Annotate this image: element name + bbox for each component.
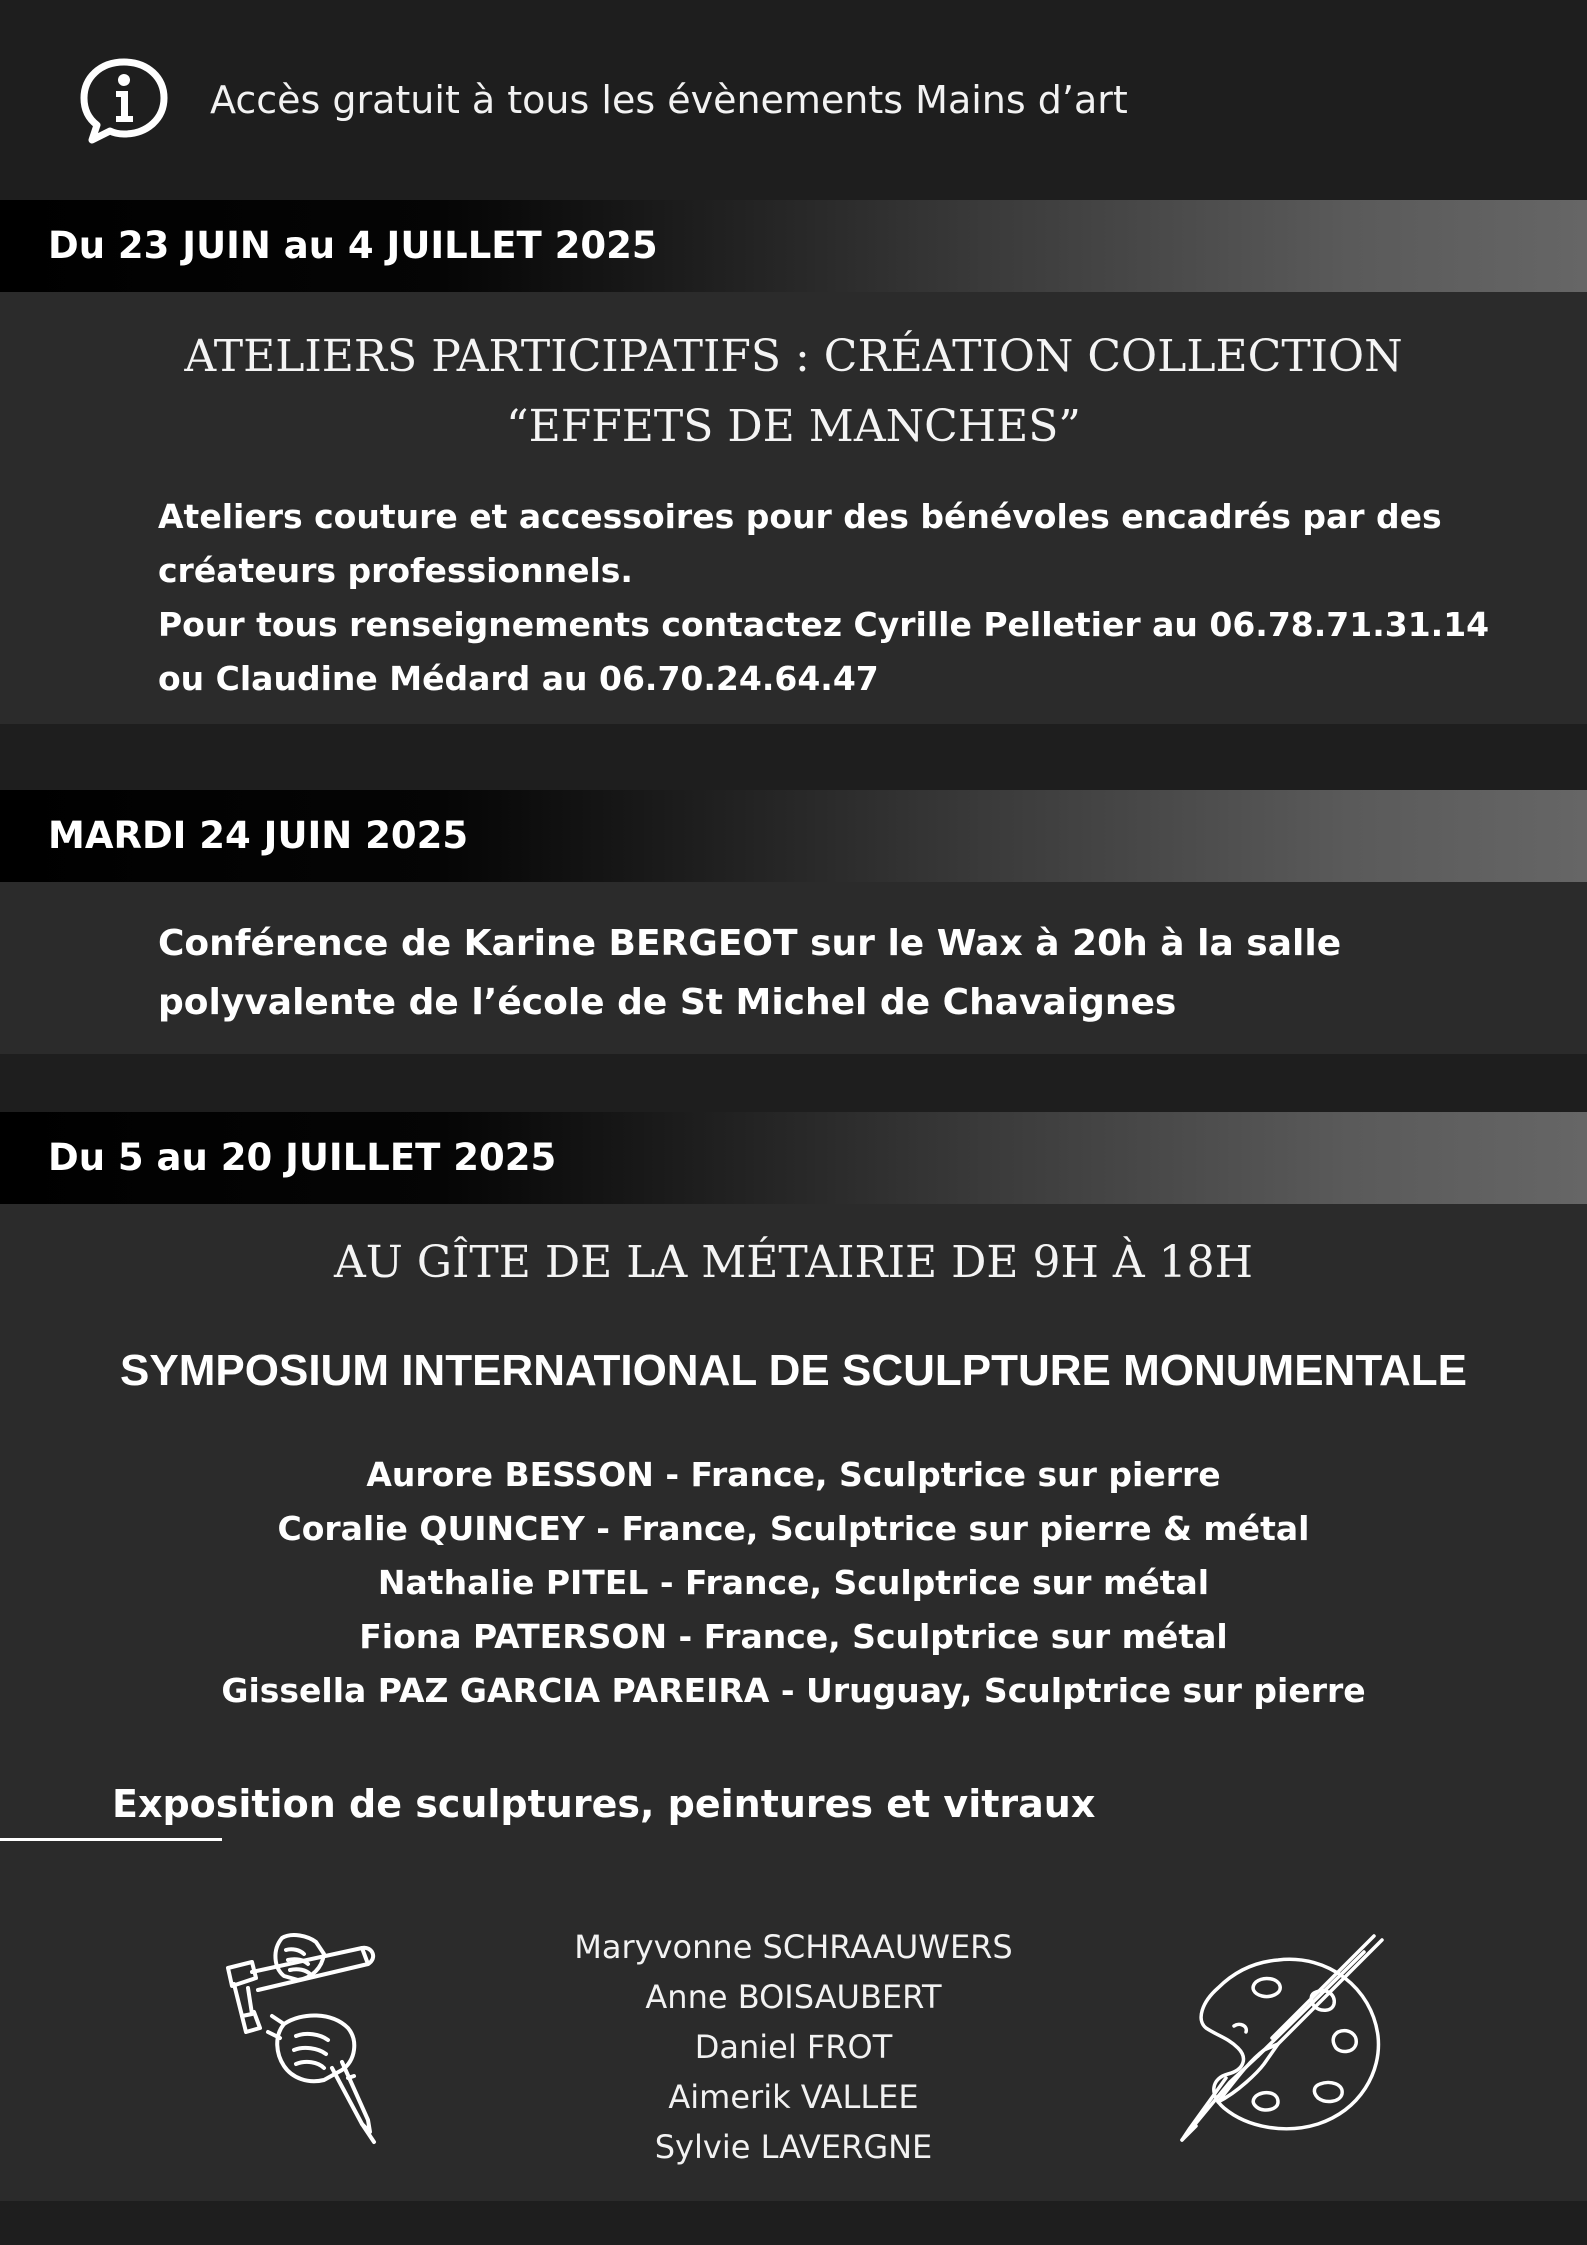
sculptor-item: Nathalie PITEL - France, Sculptrice sur métal xyxy=(377,1563,1210,1602)
date-banner-3 xyxy=(0,1112,1587,1204)
conference-description xyxy=(158,914,1341,1032)
conference-line-1: Conférence de Karine BERGEOT sur le Wax à 20h à la salle xyxy=(158,923,1342,964)
ateliers-title-line-1: ATELIERS PARTICIPATIFS : CRÉATION COLLECTION xyxy=(184,331,1403,382)
info-text: Accès gratuit à tous les évènements Mains d’art xyxy=(210,78,1128,122)
exposition-title: Exposition de sculptures, peintures et vitraux xyxy=(112,1782,1096,1826)
sculptor-item: Gissella PAZ GARCIA PAREIRA - Uruguay, Sculptrice sur pierre xyxy=(221,1671,1366,1710)
ateliers-line-2: créateurs professionnels. xyxy=(158,551,633,590)
info-icon xyxy=(76,56,172,146)
paint-palette-brushes-icon xyxy=(1168,1932,1398,2152)
exposition-underline xyxy=(0,1838,222,1841)
ateliers-title-line-2: “EFFETS DE MANCHES” xyxy=(506,401,1081,452)
artist-item: Sylvie LAVERGNE xyxy=(654,2128,933,2166)
sculptors-list xyxy=(0,1448,1587,1718)
symposium-title: SYMPOSIUM INTERNATIONAL DE SCULPTURE MONUMENTALE xyxy=(120,1346,1467,1395)
conference-line-2: polyvalente de l’école de St Michel de Chavaignes xyxy=(158,982,1177,1023)
sculptor-item: Coralie QUINCEY - France, Sculptrice sur pierre & métal xyxy=(277,1509,1310,1548)
artist-item: Anne BOISAUBERT xyxy=(645,1978,942,2016)
date-banner-2 xyxy=(0,790,1587,882)
sculptor-item: Aurore BESSON - France, Sculptrice sur pierre xyxy=(366,1455,1221,1494)
date-label-3: Du 5 au 20 JUILLET 2025 xyxy=(48,1136,557,1179)
ateliers-line-1: Ateliers couture et accessoires pour des bénévoles encadrés par des xyxy=(158,497,1442,536)
venue-subtitle: AU GÎTE DE LA MÉTAIRIE DE 9H À 18H xyxy=(334,1237,1253,1288)
ateliers-line-3: Pour tous renseignements contactez Cyrille Pelletier au 06.78.71.31.14 xyxy=(158,605,1490,644)
ateliers-description xyxy=(158,490,1489,706)
date-label-2: MARDI 24 JUIN 2025 xyxy=(48,814,469,857)
artist-item: Maryvonne SCHRAAUWERS xyxy=(574,1928,1013,1966)
date-label-1: Du 23 JUIN au 4 JUILLET 2025 xyxy=(48,224,658,267)
date-banner-1 xyxy=(0,200,1587,292)
ateliers-line-4: ou Claudine Médard au 06.70.24.64.47 xyxy=(158,659,879,698)
artist-item: Aimerik VALLEE xyxy=(668,2078,919,2116)
sculptor-item: Fiona PATERSON - France, Sculptrice sur métal xyxy=(359,1617,1228,1656)
artist-item: Daniel FROT xyxy=(694,2028,893,2066)
hammer-chisel-hands-icon xyxy=(212,1928,432,2148)
